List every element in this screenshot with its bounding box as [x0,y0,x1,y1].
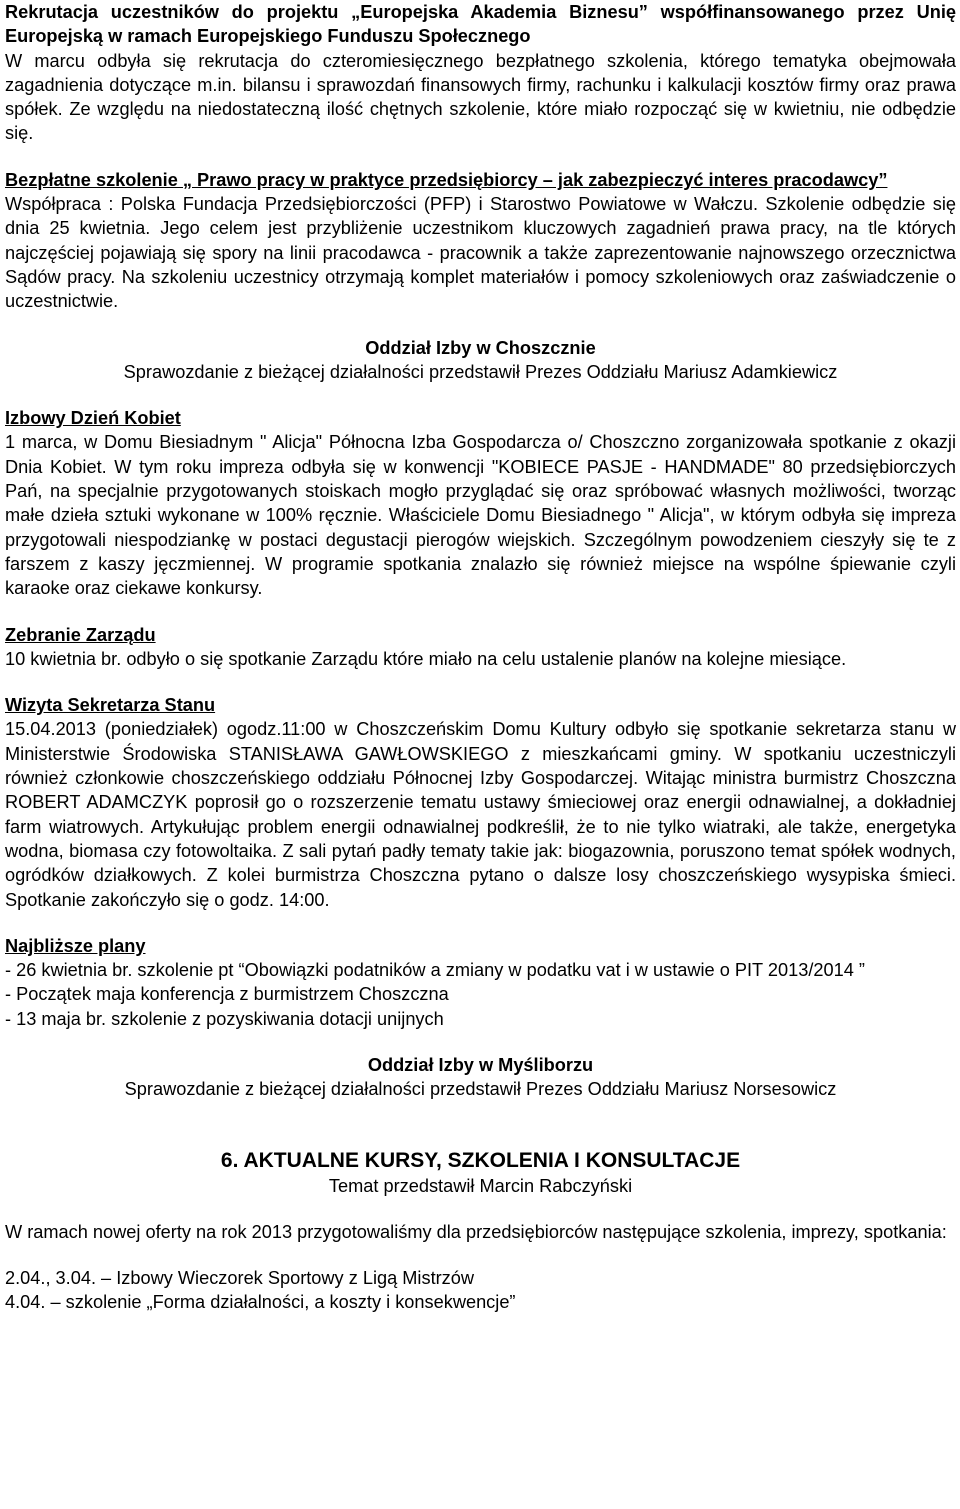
mysliborz-branch-title: Oddział Izby w Myśliborzu [367,1054,594,1075]
mysliborz-report-line: Sprawozdanie z bieżącej działalności przedstawił Prezes Oddziału Mariusz Norsesowicz [124,1079,837,1100]
plans-title: Najbliższe plany [5,935,146,956]
secretary-visit-body: 15.04.2013 (poniedziałek) ogodz.11:00 w Choszczeńskim Domu Kultury odbyło się spotkanie sekretarza stanu w Ministerstwie Środowiska STANISŁAWA GAWŁOWSKIEGO z mieszkańcami gminy. W spotkaniu uczestniczyli również członkowie choszczeńskiego oddziału Północnej Izby Gospodarczej. Witając ministra burmistrz Choszczna ROBERT ADAMCZYK poprosił go o rozszerzenie tematu ustawy śmieciowej oraz energii odnawialnej, a dokładniej farm wiatrowych. Artykułując problem energii odnawialnej podkreślił, że to nie tylko wiatraki, ale także, energetyka wodna, biomasa czy fotowoltaika. Z sali pytań padły tematy takie jak: biogazownia, poruszono temat spółek wodnych, ogródków działkowych. Z kolei burmistrza Choszczna pytano o dalsze losy choszczeńskiego wysypiska śmieci. Spotkanie zakończyło się o godz. 14:00. [5,719,956,910]
secretary-visit-title: Wizyta Sekretarza Stanu [5,695,216,716]
labor-law-training-body: Współpraca : Polska Fundacja Przedsiębiorczości (PFP) i Starostwo Powiatowe w Wałczu. Szkolenie odbędzie się dnia 25 kwietnia. Jego celem jest przybliżenie uczestnikom kluczowych zagadnień prawa pracy, na tle których najczęściej pojawiają się spory na linii pracodawca - pracownik a także zaprezentowanie najnowszego orzecznictwa Sądów pracy. Na szkoleniu uczestnicy otrzymają komplet materiałów i pomocy szkoleniowych oraz zaświadczenie o uczestnictwie. [5,194,956,312]
section-6-heading: 6. AKTUALNE KURSY, SZKOLENIA I KONSULTACJE [220,1148,741,1172]
recruitment-body: W marcu odbyła się rekrutacja do czteromiesięcznego bezpłatnego szkolenia, którego tematyka obejmowała zagadnienia dotyczące m.in. bilansu i sprawozdań finansowych firmy, rachunku i kalkulacji kosztów firmy oraz prawa spółek. Ze względu na niedostateczną ilość chętnych szkolenie, które miało rozpocząć się w kwietniu, nie odbędzie się. [5,50,956,144]
plans-item: - 26 kwietnia br. szkolenie pt “Obowiązki podatników a zmiany w podatku vat i w ustawie o PIT 2013/2014 ” [5,960,865,981]
labor-law-training-title: Bezpłatne szkolenie „ Prawo pracy w praktyce przedsiębiorcy – jak zabezpieczyć interes pracodawcy” [5,169,888,190]
section-6-intro: W ramach nowej oferty na rok 2013 przygotowaliśmy dla przedsiębiorców następujące szkolenia, imprezy, spotkania: [5,1221,947,1242]
recruitment-title: Rekrutacja uczestników do projektu „Europejska Akademia Biznesu” współfinansowanego przez Unię Europejską w ramach Europejskiego Funduszu Społecznego [5,2,956,47]
section-6-presenter: Temat przedstawił Marcin Rabczyński [328,1175,633,1196]
womens-day-title: Izbowy Dzień Kobiet [5,408,181,429]
plans-item: - 13 maja br. szkolenie z pozyskiwania dotacji unijnych [5,1008,444,1029]
choszczno-report-line: Sprawozdanie z bieżącej działalności przedstawił Prezes Oddziału Mariusz Adamkiewicz [123,361,838,382]
womens-day-body: 1 marca, w Domu Biesiadnym " Alicja" Północna Izba Gospodarcza o/ Choszczno zorganizowała spotkanie z okazji Dnia Kobiet. W tym roku impreza odbyła się w konwencji "KOBIECE PASJE - HANDMADE" 80 przedsiębiorczych Pań, na specjalnie przygotowanych stoiskach mogło przyglądać się oraz spróbować własnych możliwości, tworząc małe dzieła sztuki wykonane w 100% ręcznie. Właściciele Domu Biesiadnego " Alicja", w którym odbyła się impreza przygotowali niespodziankę w postaci degustacji pierogów wiejskich. Szczególnym powodzeniem cieszyły się te z farszem z kaszy jęczmiennej. W programie spotkania znalazło się również miejsce na wspólne śpiewanie czyli karaoke oraz ciekawe konkursy. [5,432,956,599]
event-item: 2.04., 3.04. – Izbowy Wieczorek Sportowy z Ligą Mistrzów [5,1268,475,1289]
event-item: 4.04. – szkolenie „Forma działalności, a koszty i konsekwencje” [5,1292,516,1313]
board-meeting-title: Zebranie Zarządu [5,624,156,645]
plans-item: - Początek maja konferencja z burmistrzem Choszczna [5,984,449,1005]
choszczno-branch-title: Oddział Izby w Choszcznie [365,337,596,358]
board-meeting-body: 10 kwietnia br. odbyło o się spotkanie Zarządu które miało na celu ustalenie planów na kolejne miesiące. [5,648,847,669]
